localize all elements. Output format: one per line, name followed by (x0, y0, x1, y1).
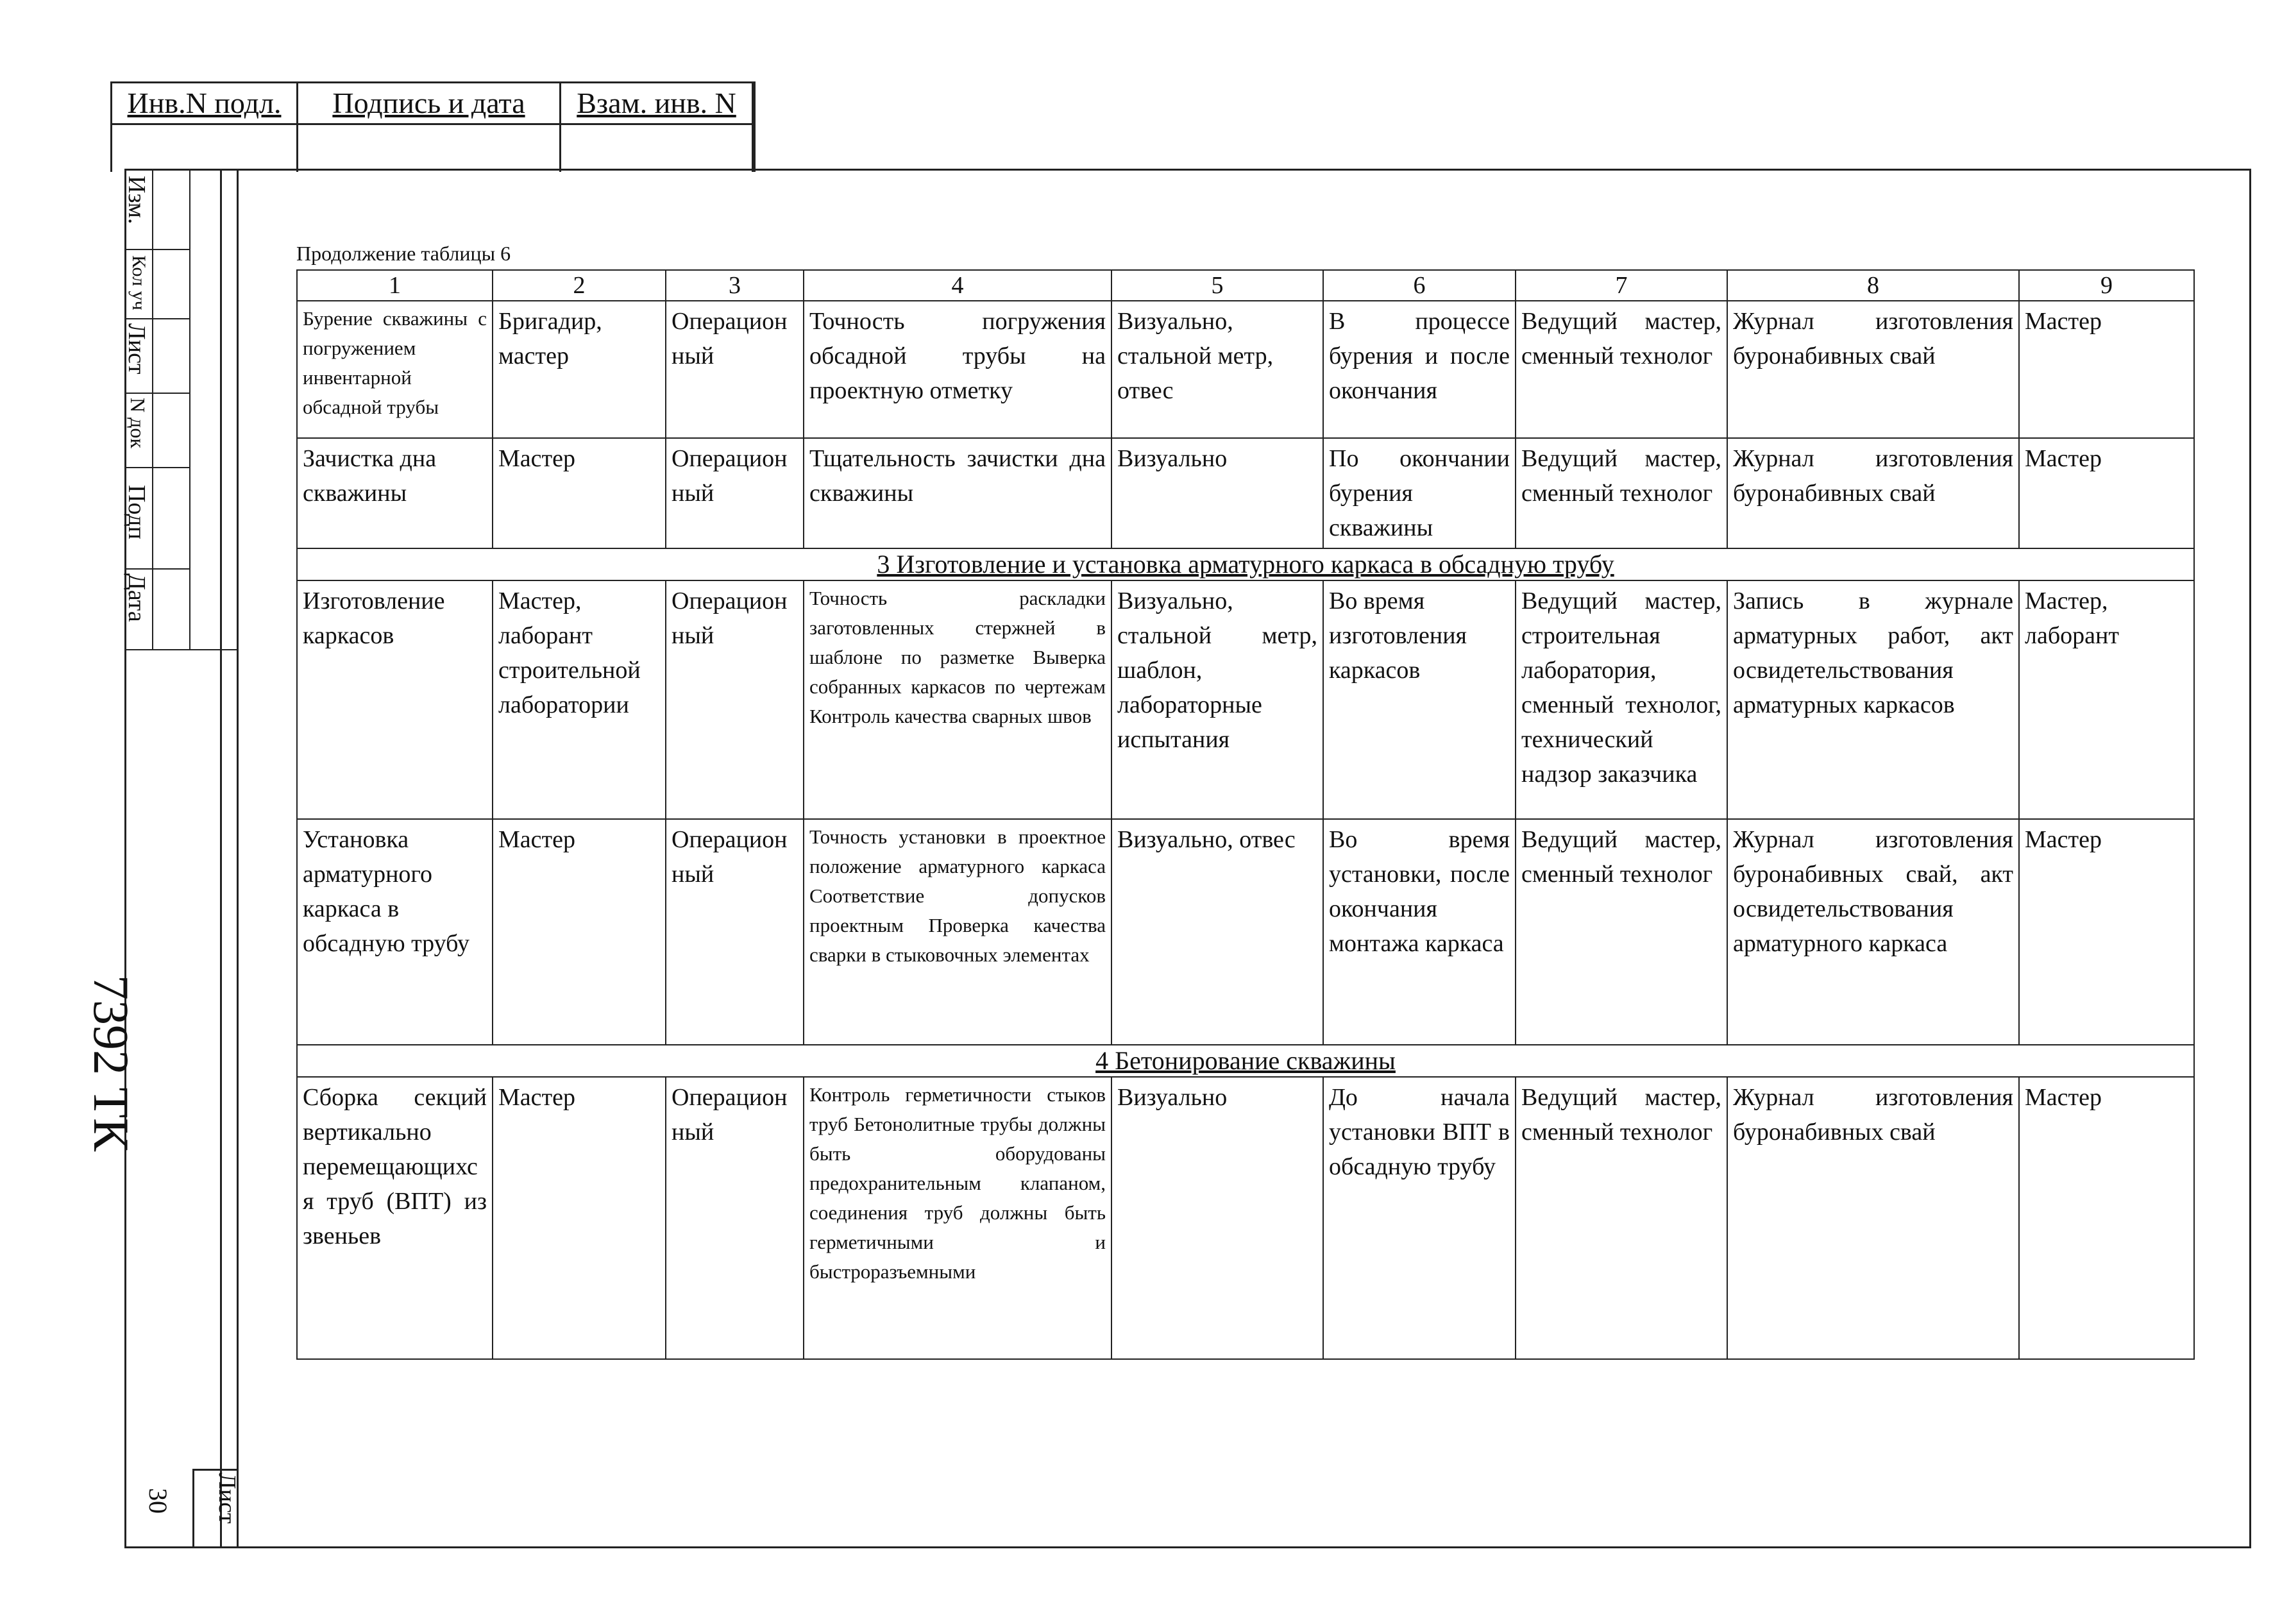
control-type-cell: Операционный (666, 301, 804, 438)
revision-rule (126, 249, 190, 250)
operation-cell: Зачистка дна скважины (297, 438, 493, 548)
column-number: 5 (1111, 270, 1323, 301)
column-number: 3 (666, 270, 804, 301)
responsible-cell: Ведущий мастер, сменный технолог (1516, 438, 1727, 548)
section-title: 4 Бетонирование скважины (297, 1045, 2194, 1077)
record-cell: Журнал изготовления буронабивных свай (1727, 438, 2019, 548)
approval-stamp (110, 81, 756, 172)
controller-cell: Мастер (493, 438, 666, 548)
table-row (297, 301, 2194, 438)
inspector-cell: Мастер, лаборант (2019, 580, 2194, 819)
revision-rule (126, 467, 190, 468)
controller-cell: Мастер (493, 819, 666, 1045)
responsible-cell: Ведущий мастер, строительная лаборатория, сменный технолог, технический надзор заказчика (1516, 580, 1727, 819)
timing-cell: По окончании бурения скважины (1323, 438, 1516, 548)
responsible-cell: Ведущий мастер, сменный технолог (1516, 1077, 1727, 1359)
record-cell: Запись в журнале арматурных работ, акт освидетельствования арматурных каркасов (1727, 580, 2019, 819)
vzam-inv-label: Взам. инв. N (561, 83, 752, 125)
inv-podl-cell (112, 83, 298, 172)
column-number: 6 (1323, 270, 1516, 301)
method-cell: Визуально, отвес (1111, 819, 1323, 1045)
section-row (297, 548, 2194, 580)
timing-cell: Во время установки, после окончания монтажа каркаса (1323, 819, 1516, 1045)
record-cell: Журнал изготовления буронабивных свай (1727, 1077, 2019, 1359)
operation-cell: Бурение скважины с погружением инвентарной обсадной трубы (297, 301, 493, 438)
inspector-cell: Мастер (2019, 1077, 2194, 1359)
column-number: 1 (297, 270, 493, 301)
operation-cell: Сборка секций вертикально перемещающихся труб (ВПТ) из звеньев (297, 1077, 493, 1359)
controller-cell: Мастер (493, 1077, 666, 1359)
table-caption: Продолжение таблицы 6 (296, 242, 511, 265)
column-number: 2 (493, 270, 666, 301)
operation-cell: Изготовление каркасов (297, 580, 493, 819)
list-label: Лист (123, 323, 150, 375)
table-row (297, 438, 2194, 548)
section-row (297, 1045, 2194, 1077)
podpis-data-label: Подпись и дата (298, 83, 559, 125)
responsible-cell: Ведущий мастер, сменный технолог (1516, 301, 1727, 438)
table-row (297, 819, 2194, 1045)
control-type-cell: Операционный (666, 1077, 804, 1359)
method-cell: Визуально (1111, 438, 1323, 548)
record-cell: Журнал изготовления буронабивных свай, акт освидетельствования арматурного каркаса (1727, 819, 2019, 1045)
responsible-cell: Ведущий мастер, сменный технолог (1516, 819, 1727, 1045)
izm-label: Изм. (123, 176, 150, 224)
control-subject-cell: Контроль герметичности стыков труб Бетонолитные трубы должны быть оборудованы предохранительным клапаном, соединения труб должны быть герметичными и быстроразъемными (804, 1077, 1111, 1359)
control-subject-cell: Тщательность зачистки дна скважины (804, 438, 1111, 548)
inspector-cell: Мастер (2019, 438, 2194, 548)
table-row (297, 1077, 2194, 1359)
control-type-cell: Операционный (666, 580, 804, 819)
column-number: 4 (804, 270, 1111, 301)
column-number: 8 (1727, 270, 2019, 301)
section-title: 3 Изготовление и установка арматурного каркаса в обсадную трубу (297, 548, 2194, 580)
column-number: 9 (2019, 270, 2194, 301)
operation-cell: Установка арматурного каркаса в обсадную трубу (297, 819, 493, 1045)
podpis-data-cell (298, 83, 561, 172)
method-cell: Визуально, стальной метр, шаблон, лабораторные испытания (1111, 580, 1323, 819)
controller-cell: Бригадир, мастер (493, 301, 666, 438)
sheet-number: 30 (144, 1488, 173, 1514)
vzam-inv-cell (561, 83, 754, 172)
timing-cell: До начала установки ВПТ в обсадную трубу (1323, 1077, 1516, 1359)
revision-value-column (153, 171, 190, 649)
inv-podl-label: Инв.N подл. (112, 83, 296, 125)
sheet-label: Лист (214, 1473, 241, 1524)
column-number: 7 (1516, 270, 1727, 301)
control-subject-cell: Точность установки в проектное положение арматурного каркаса Соответствие допусков проектным Проверка качества сварки в стыковочных элементах (804, 819, 1111, 1045)
table-row (297, 580, 2194, 819)
control-type-cell: Операционный (666, 438, 804, 548)
inspector-cell: Мастер (2019, 301, 2194, 438)
revision-rule (126, 318, 190, 319)
record-cell: Журнал изготовления буронабивных свай (1727, 301, 2019, 438)
column-number-row (297, 270, 2194, 301)
revision-rule (126, 393, 190, 394)
podp-label: Подп (123, 485, 150, 540)
document-code: 7392 ТК (83, 975, 139, 1152)
controller-cell: Мастер, лаборант строительной лаборатории (493, 580, 666, 819)
revision-rule (126, 568, 190, 570)
control-table (296, 269, 2195, 1360)
timing-cell: В процессе бурения и после окончания (1323, 301, 1516, 438)
n-dok-label: N док (126, 398, 149, 448)
data-label: Дата (123, 573, 150, 622)
kol-uch-label: Кол уч (128, 255, 149, 310)
control-subject-cell: Точность раскладки заготовленных стержней в шаблоне по разметке Выверка собранных каркасов по чертежам Контроль качества сварных швов (804, 580, 1111, 819)
timing-cell: Во время изготовления каркасов (1323, 580, 1516, 819)
method-cell: Визуально, стальной метр, отвес (1111, 301, 1323, 438)
method-cell: Визуально (1111, 1077, 1323, 1359)
inspector-cell: Мастер (2019, 819, 2194, 1045)
control-type-cell: Операционный (666, 819, 804, 1045)
control-subject-cell: Точность погружения обсадной трубы на проектную отметку (804, 301, 1111, 438)
